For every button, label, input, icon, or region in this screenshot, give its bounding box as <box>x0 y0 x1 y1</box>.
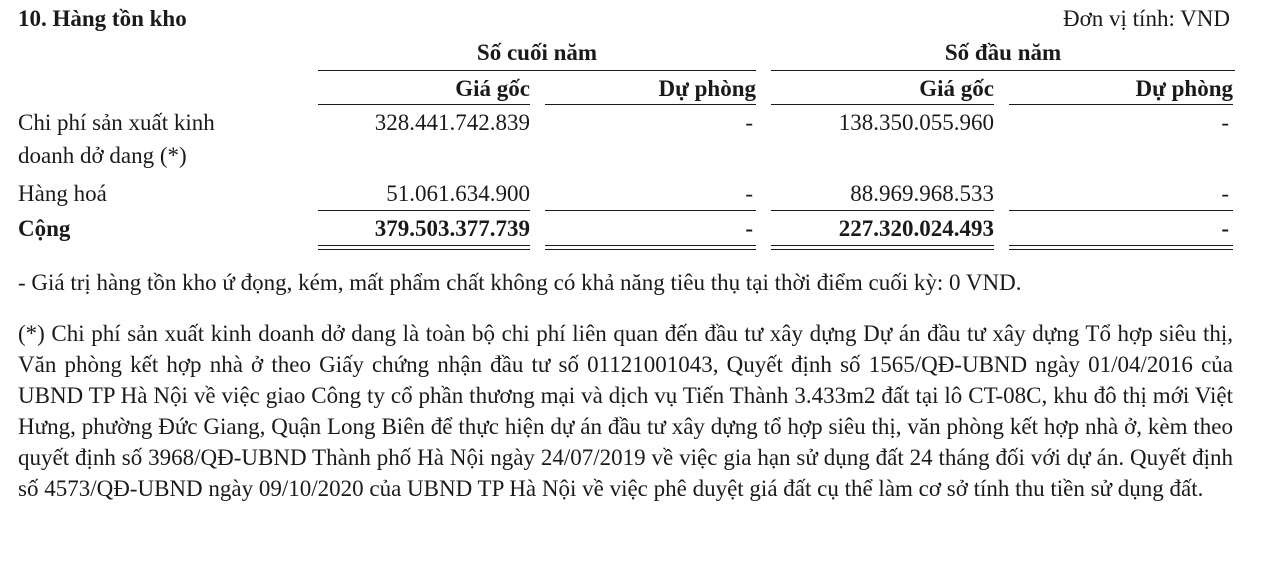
total-double-rule <box>545 249 756 250</box>
total-double-rule <box>771 245 994 246</box>
header-underline <box>545 104 756 105</box>
total-cost-end: 379.503.377.739 <box>374 216 530 241</box>
header-underline <box>1009 104 1233 105</box>
total-top-rule <box>318 210 530 211</box>
total-double-rule <box>318 245 530 246</box>
cell-goods-provision-end: - <box>745 181 753 206</box>
header-underline <box>771 104 994 105</box>
row-label-wip-line2: doanh dở dang (*) <box>18 143 187 168</box>
total-top-rule <box>771 210 994 211</box>
total-double-rule <box>771 249 994 250</box>
cell-wip-cost-start: 138.350.055.960 <box>838 110 994 135</box>
note-inventory-obsolete: - Giá trị hàng tồn kho ứ đọng, kém, mất phẩm chất không có khả năng tiêu thụ tại thời điểm cuối kỳ: 0 VND. <box>18 270 1022 295</box>
total-provision-end: - <box>745 216 753 241</box>
row-label-wip-line1: Chi phí sản xuất kinh <box>18 110 215 135</box>
total-double-rule <box>1009 249 1233 250</box>
total-top-rule <box>1009 210 1233 211</box>
group-underline-end-year <box>318 70 756 71</box>
group-header-end-year: Số cuối năm <box>476 40 598 65</box>
subheader-provision-end: Dự phòng <box>658 76 756 101</box>
group-header-start-year: Số đầu năm <box>944 40 1062 65</box>
cell-goods-cost-start: 88.969.968.533 <box>850 181 994 206</box>
total-cost-start: 227.320.024.493 <box>838 216 994 241</box>
subheader-provision-start: Dự phòng <box>1135 76 1233 101</box>
row-label-goods: Hàng hoá <box>18 181 107 206</box>
total-double-rule <box>545 245 756 246</box>
subheader-cost-end: Giá gốc <box>455 76 530 101</box>
total-provision-start: - <box>1221 216 1229 241</box>
subheader-cost-start: Giá gốc <box>919 76 994 101</box>
total-top-rule <box>545 210 756 211</box>
unit-label: Đơn vị tính: VND <box>1063 6 1230 31</box>
cell-wip-cost-end: 328.441.742.839 <box>374 110 530 135</box>
note-wip-explanation: (*) Chi phí sản xuất kinh doanh dở dang là toàn bộ chi phí liên quan đến đầu tư xây dựng Dự án đầu tư xây dựng Tổ hợp siêu thị, Văn phòng kết hợp nhà ở theo Giấy chứng nhận đầu tư số 01121001043, Quyết định số 1565/QĐ-UBND ngày 01/04/2016 của UBND TP Hà Nội về việc giao Công ty cổ phần thương mại và dịch vụ Tiến Thành 3.433m2 đất tại lô CT-08C, khu đô thị mới Việt Hưng, phường Đức Giang, Quận Long Biên để thực hiện dự án đầu tư xây dựng tổ hợp siêu thị, văn phòng kết hợp nhà ở, kèm theo quyết định số 3968/QĐ-UBND Thành phố Hà Nội ngày 24/07/2019 về việc gia hạn sử dụng đất 24 tháng đối với dự án. Quyết định số 4573/QĐ-UBND ngày 09/10/2020 của UBND TP Hà Nội về việc phê duyệt giá đất cụ thể làm cơ sở tính thu tiền sử dụng đất. <box>18 321 1233 501</box>
cell-wip-provision-end: - <box>745 110 753 135</box>
total-double-rule <box>318 249 530 250</box>
total-label: Cộng <box>18 216 71 241</box>
header-underline <box>318 104 530 105</box>
cell-goods-provision-start: - <box>1221 181 1229 206</box>
total-double-rule <box>1009 245 1233 246</box>
group-underline-start-year <box>771 70 1235 71</box>
cell-goods-cost-end: 51.061.634.900 <box>386 181 530 206</box>
section-title: 10. Hàng tồn kho <box>18 6 187 31</box>
cell-wip-provision-start: - <box>1221 110 1229 135</box>
